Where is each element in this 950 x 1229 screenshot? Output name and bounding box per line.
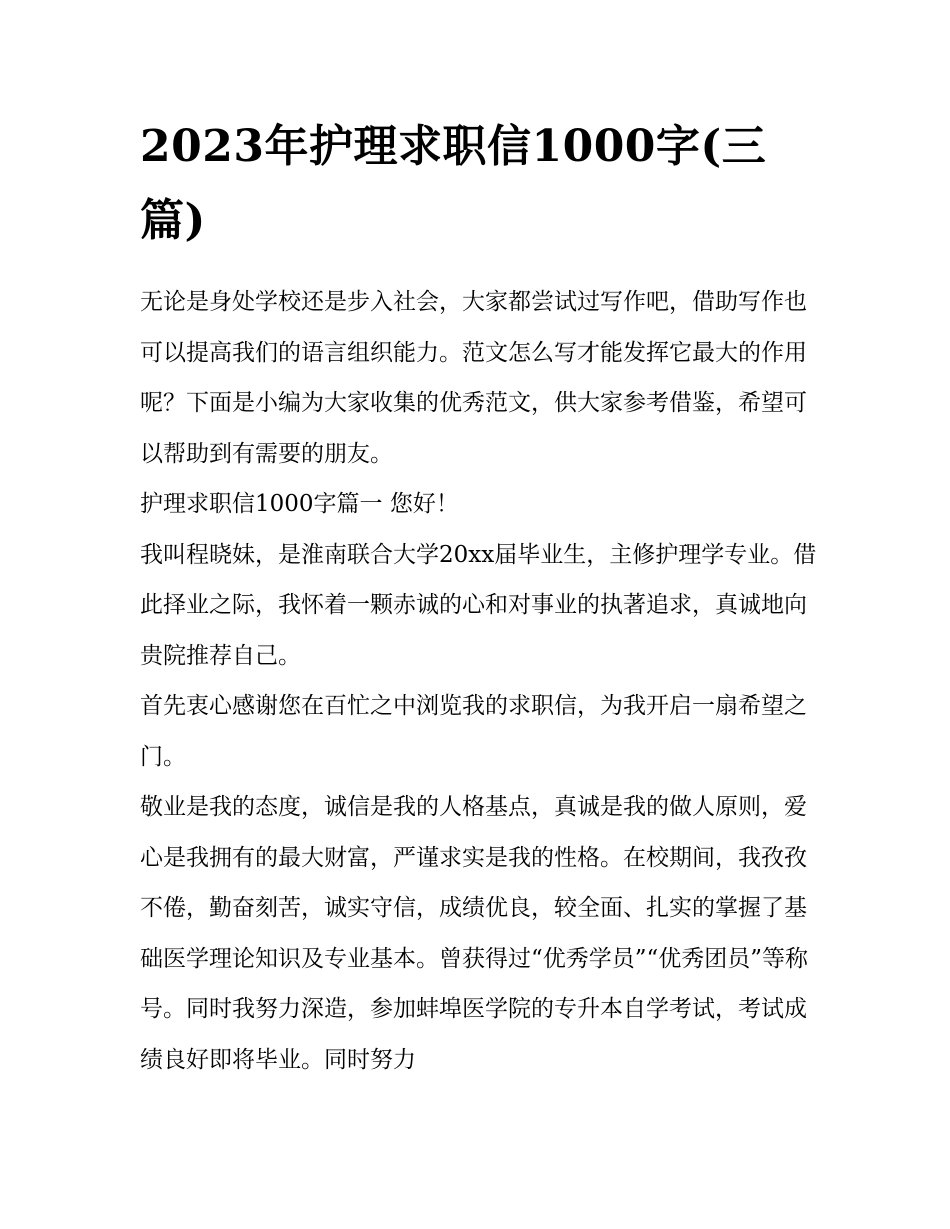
paragraph-thanks: 首先衷心感谢您在百忙之中浏览我的求职信，为我开启一扇希望之门。: [140, 693, 807, 770]
paragraph-self-introduction: 我叫程晓妹，是淮南联合大学20xx届毕业生，主修护理学专业。借此择业之际，我怀着一颗赤诚的心和对事业的执著追求，真诚地向贵院推荐自己。: [140, 541, 817, 669]
paragraph-qualities: 敬业是我的态度，诚信是我的人格基点，真诚是我的做人原则，爱心是我拥有的最大财富，严谨求实是我的性格。在校期间，我孜孜不倦，勤奋刻苦，诚实守信，成绩优良，较全面、扎实的掌握了基础医学理论知识及专业基本。曾获得过“优秀学员”“优秀团员”等称号。同时我努力深造，参加蚌埠医学院的专升本自学考试，考试成绩良好即将毕业。同时努力: [140, 794, 809, 1073]
paragraph-greeting: 护理求职信1000字篇一 您好！: [140, 491, 459, 517]
document-title: 2023年护理求职信1000字(三篇): [140, 121, 767, 246]
document-body: [140, 277, 820, 1085]
paragraph-intro: 无论是身处学校还是步入社会，大家都尝试过写作吧，借助写作也可以提高我们的语言组织能力。范文怎么写才能发挥它最大的作用呢？下面是小编为大家收集的优秀范文，供大家参考借鉴，希望可以帮助到有需要的朋友。: [140, 289, 807, 467]
